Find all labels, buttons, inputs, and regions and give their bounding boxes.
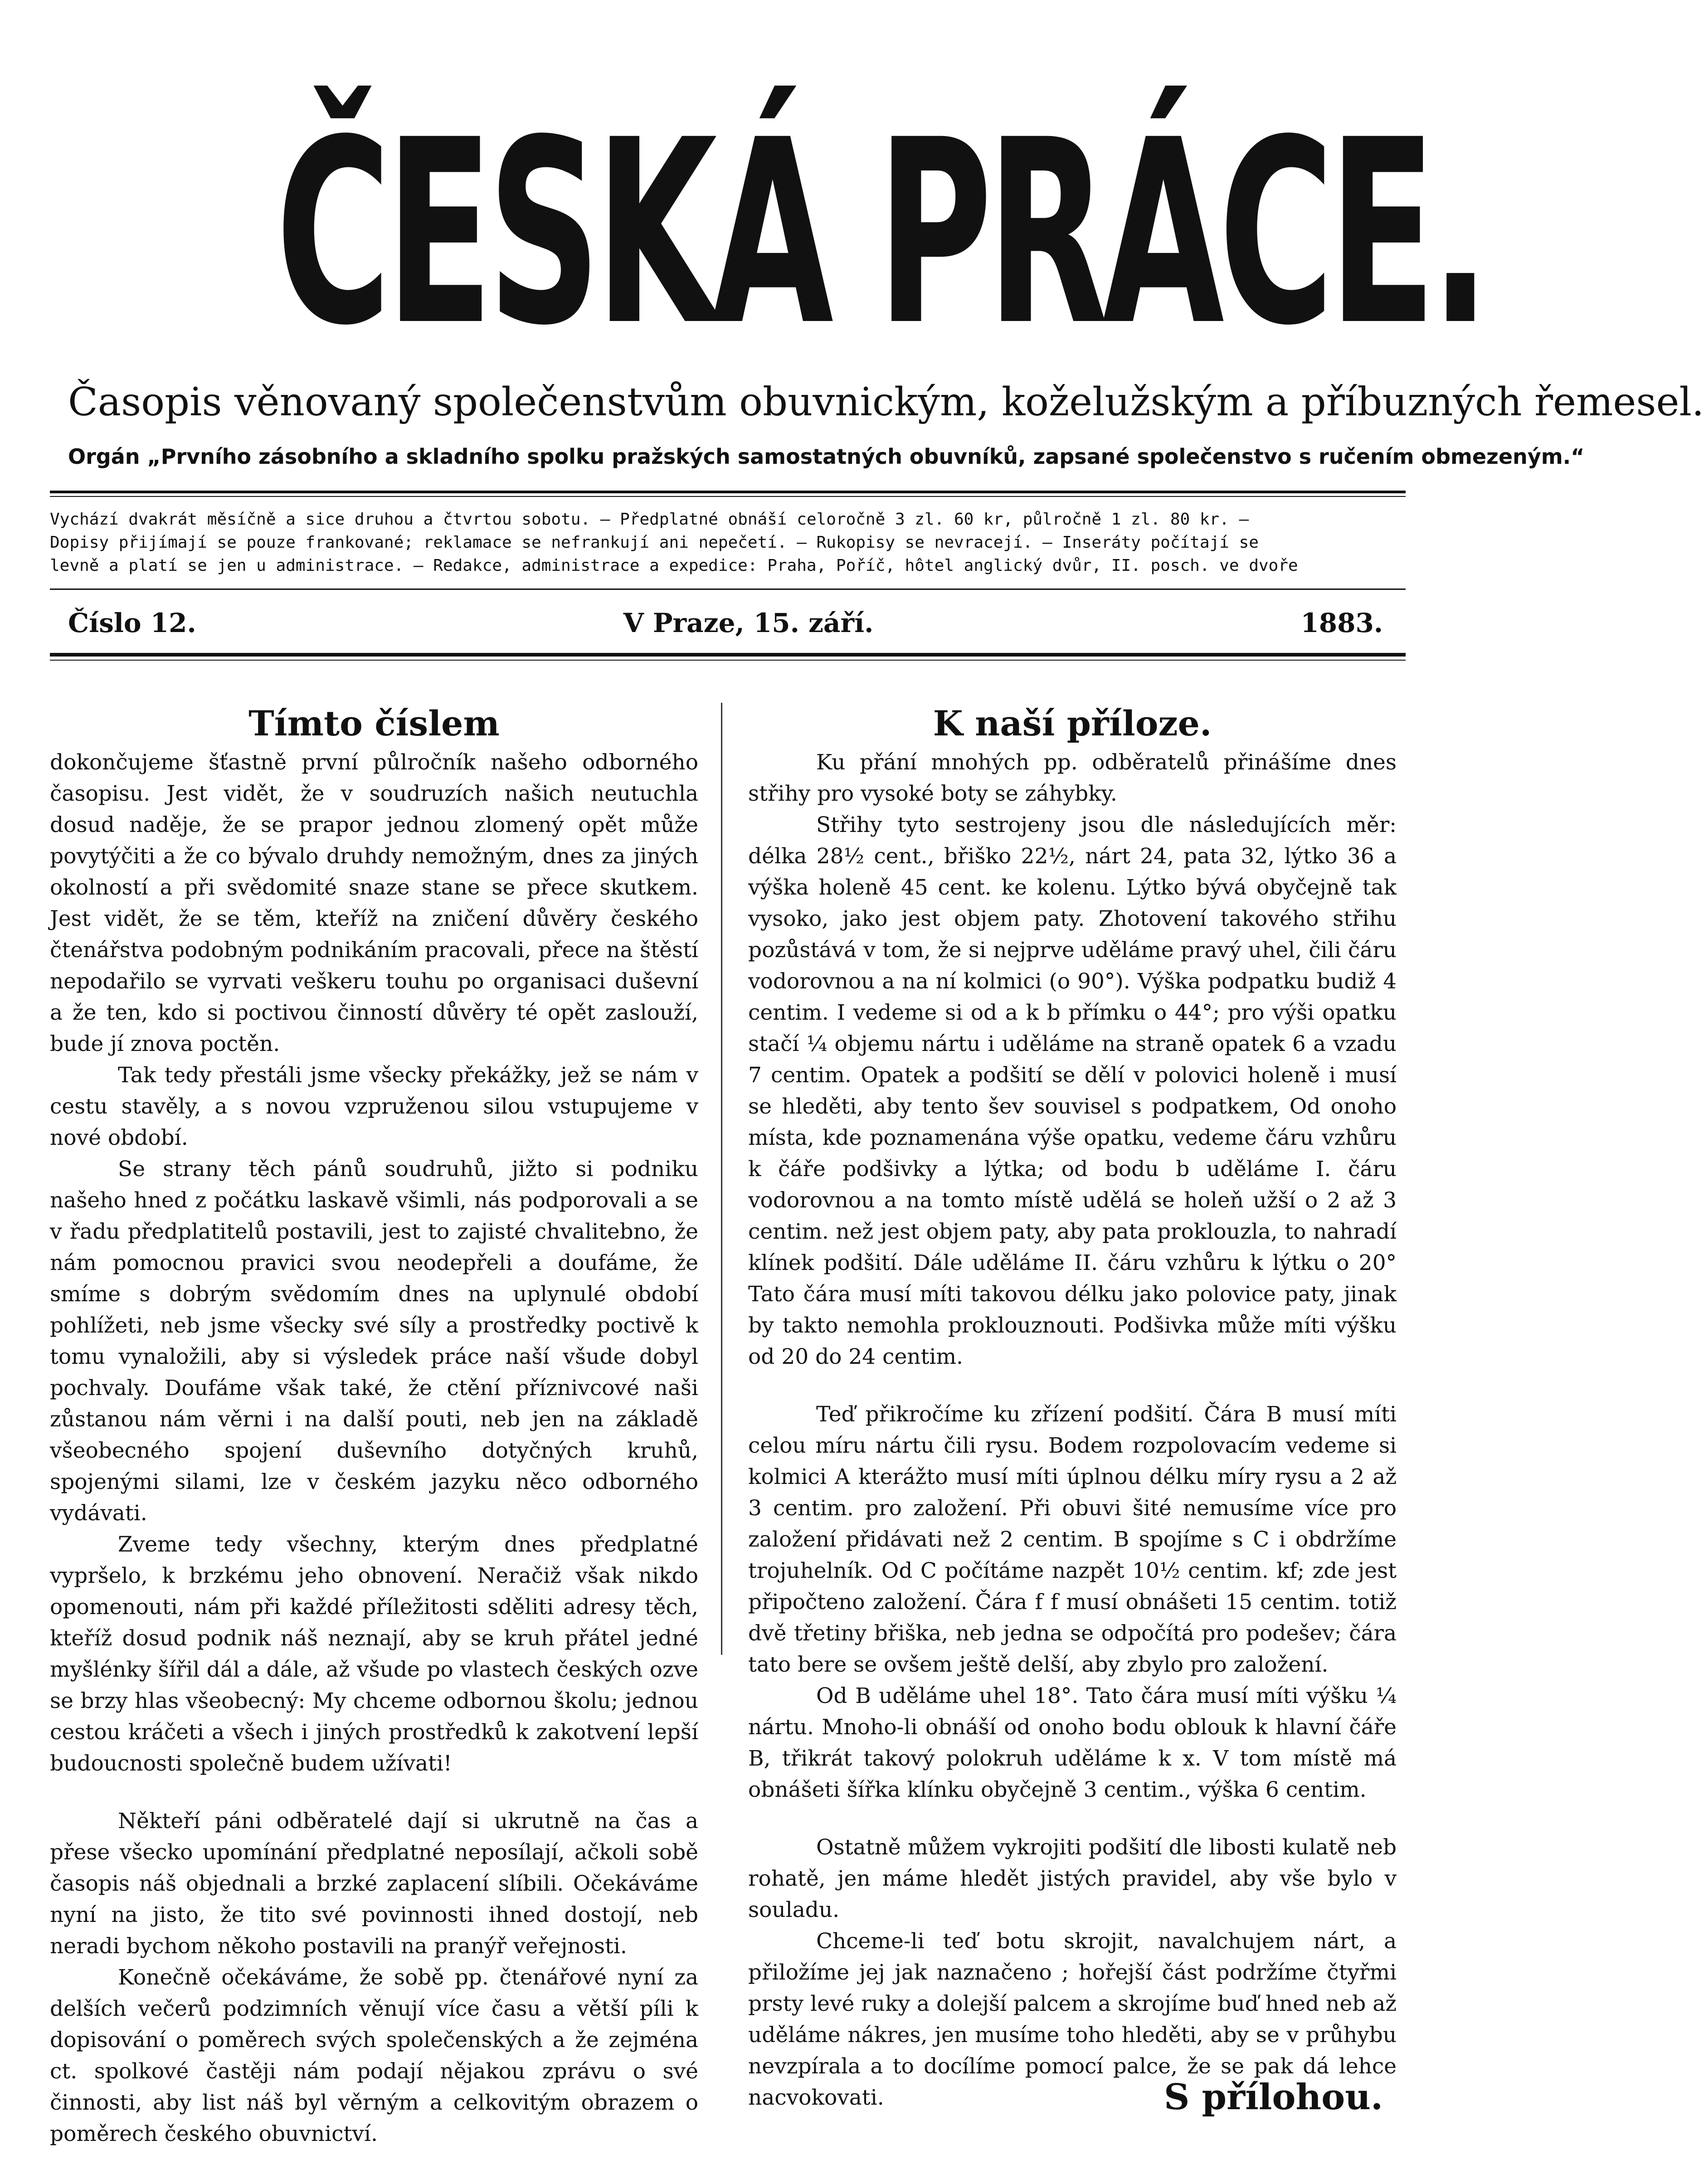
column-divider — [721, 703, 722, 1655]
publication-info — [50, 508, 1406, 577]
paragraph: Teď přikročíme ku zřízení podšití. Čára B musí míti celou míru nártu čili rysu. Bodem rozpolovacím vedeme si kolmici A kterážto musí míti úplnou délku míry rysu a 2 až 3 centim. pro založení. Při obuvi šité nemusíme více pro založení přidávati než 2 centim. B spojíme s C i obdržíme trojuhelník. Od C počítáme nazpět 10½ centim. kf; zde jest připočteno založení. Čára f f musí obnášeti 15 centim. totiž dvě třetiny břiška, neb jedna se odpočítá pro podešev; čára tato bere se ovšem ještě delší, aby zbylo pro založení. — [748, 1402, 1397, 1678]
paragraph: Se strany těch pánů soudruhů, jižto si podniku našeho hned z počátku laskavě všimli, nás podporovali a se v řadu předplatitelů postavili, jest to zajisté chvalitebno, že nám pomocnou pravici svou neodepřeli a doufáme, že smíme s dobrým svědomím dnes na uplynulé období pohlížeti, neb jsme všecky své síly a prostředky poctivě k tomu vynaložili, aby si výsledek práce naší všude dobyl pochvaly. Doufáme však také, že ctění příznivcové naši zůstanou nám věrni i na další pouti, neb jen na základě všeobecného spojení duševního dotyčných kruhů, spojenými silami, lze v českém jazyku něco odborného vydávati. — [50, 1157, 698, 1526]
paragraph: Někteří páni odběratelé dají si ukrutně na čas a přese všecko upomínání předplatné neposílají, ačkoli sobě časopis náš objednali a brzké zaplacení slíbili. Očekáváme nyní na jisto, že tito své povinnosti ihned dostojí, neb neradi bychom někoho postavili na pranýř veřejnosti. — [50, 1809, 698, 1959]
paragraph: Ostatně můžem vykrojiti podšití dle libosti kulatě neb rohatě, jen máme hledět jistých pravidel, aby vše bylo v souladu. — [748, 1835, 1397, 1923]
paragraph: Od B uděláme uhel 18°. Tato čára musí míti výšku ¼ nártu. Mnoho-li obnáší od onoho bodu oblouk k hlavní čáře B, třikrát takový polokruh uděláme k x. V tom místě má obnášeti šířka klínku obyčejně 3 centim., výška 6 centim. — [748, 1683, 1397, 1803]
paragraph: Tak tedy přestáli jsme všecky překážky, jež se nám v cestu stavěly, a s novou vzpruženou silou vstupujeme v nové období. — [50, 1063, 698, 1151]
paragraph: Konečně očekáváme, že sobě pp. čtenářové nyní za delších večerů podzimních věnují více času a větší píli k dopisování o poměrech svých společenských a že zejména ct. spolkové častěji nám podají nějakou zprávu o své činnosti, aby list náš byl věrným a celkovitým obrazem o poměrech českého obuvnictví. — [50, 1965, 698, 2147]
info-divider — [50, 589, 1406, 590]
header-divider-thin — [50, 496, 1406, 497]
left-article-heading: Tímto číslem — [248, 703, 500, 744]
issue-number: Číslo 12. — [68, 608, 196, 638]
dateline-divider-thin — [50, 660, 1406, 661]
dateline-divider — [50, 653, 1406, 657]
year: 1883. — [1300, 608, 1383, 638]
paragraph: Chceme-li teď botu skrojit, navalchujem nárt, a přiložíme jej jak naznačeno ; hořejší část podržíme čtyřmi prsty levé ruky a dolejší palcem a skrojíme buď hned neb až uděláme nákres, jen musíme toho hleděti, aby se v průhybu nevzpírala a to docílíme pomocí palce, že se pak dá lehce nacvokovati. — [748, 1929, 1397, 2111]
subtitle: Časopis věnovaný společenstvům obuvnickým, koželužským a příbuzných řemesel. — [68, 379, 1704, 425]
place-date: V Praze, 15. září. — [623, 608, 874, 638]
masthead-title: ČESKÁ PRÁCE. — [276, 86, 1485, 381]
paragraph: Střihy tyto sestrojeny jsou dle následujících měr: délka 28½ cent., břiško 22½, nárt 24, pata 32, lýtko 36 a výška holeně 45 cent. ke kolenu. Lýtko bývá obyčejně tak vysoko, jako jest objem paty. Zhotovení takového střihu pozůstává v tom, že si nejprve uděláme pravý uhel, čili čáru vodorovnou a na ní kolmici (o 90°). Výška podpatku budiž 4 centim. I vedeme si od a k b přímku o 44°; pro výši opatku stačí ¼ objemu nártu i uděláme na straně opatek 6 a vzadu 7 centim. Opatek a podšití se dělí v polovici holeně i musí se hleděti, aby tento šev souvisel s podpatkem, Od onoho místa, kde poznamenána výše opatku, vedeme čáru vzhůru k čáře podšivky a lýtka; od bodu b uděláme I. čáru vodorovnou a na tomto místě udělá se holeň užší o 2 až 3 centim. než jest objem paty, aby pata proklouzla, to nahradí klínek podšití. Dále uděláme II. čáru vzhůru k lýtku o 20° Tato čára musí míti takovou délku jako polovice paty, jinak by takto nemohla proklouznouti. Podšivka může míti výšku od 20 do 24 centim. — [748, 812, 1397, 1370]
paragraph: Zveme tedy všechny, kterým dnes předplatné vypršelo, k brzkému jeho obnovení. Neračiž však nikdo opomenouti, nám při každé příležitosti sděliti adresy těch, kteříž dosud podnik náš neznají, aby se kruh přátel jedné myšlénky šířil dál a dále, až všude po vlastech českých ozve se brzy hlas všeobecný: My chceme odbornou školu; jednou cestou kráčeti a všech i jiných prostředků k zakotvení lepší budoucnosti společně budem užívati! — [50, 1532, 698, 1776]
header-divider — [50, 491, 1406, 493]
left-article — [50, 703, 698, 2150]
right-article — [748, 703, 1397, 2113]
organ-line: Orgán „Prvního zásobního a skladního spolku pražských samostatných obuvníků, zapsané společenstvo s ručením obmezeným.“ — [68, 444, 1585, 469]
info-line: levně a platí se jen u administrace. — Redakce, administrace a expedice: Praha, Poříč, hôtel anglický dvůr, II. posch. ve dvoře — [50, 556, 1298, 575]
right-article-heading: K naší příloze. — [933, 703, 1212, 744]
closing-note: S přílohou. — [1164, 2077, 1383, 2118]
info-line: Dopisy přijímají se pouze frankované; reklamace se nefrankují ani nepečetí. — Rukopisy se nevracejí. — Inseráty počítají se — [50, 533, 1259, 552]
info-line: Vychází dvakrát měsíčně a sice druhou a čtvrtou sobotu. — Předplatné obnáší celoročně 3 zl. 60 kr, půlročně 1 zl. 80 kr. — — [50, 510, 1249, 529]
paragraph: Ku přání mnohých pp. odběratelů přinášíme dnes střihy pro vysoké boty se záhybky. — [748, 750, 1397, 807]
paragraph: dokončujeme šťastně první půlročník našeho odborného časopisu. Jest vidět, že v soudruzích našich neutuchla dosud naděje, že se prapor jednou zlomený opět může povytýčiti a že co bývalo druhdy nemožným, dnes za jiných okolností a při svědomité snaze stane se přece skutkem. Jest vidět, že se těm, kteříž na zničení důvěry českého čtenářstva podobným podnikáním pracovali, přece na štěstí nepodařilo se vyrvati veškeru touhu po organisaci duševní a že ten, kdo si poctivou činností důvěry té opět zaslouží, bude jí znova poctěn. — [50, 750, 698, 1057]
dateline — [68, 608, 1383, 638]
